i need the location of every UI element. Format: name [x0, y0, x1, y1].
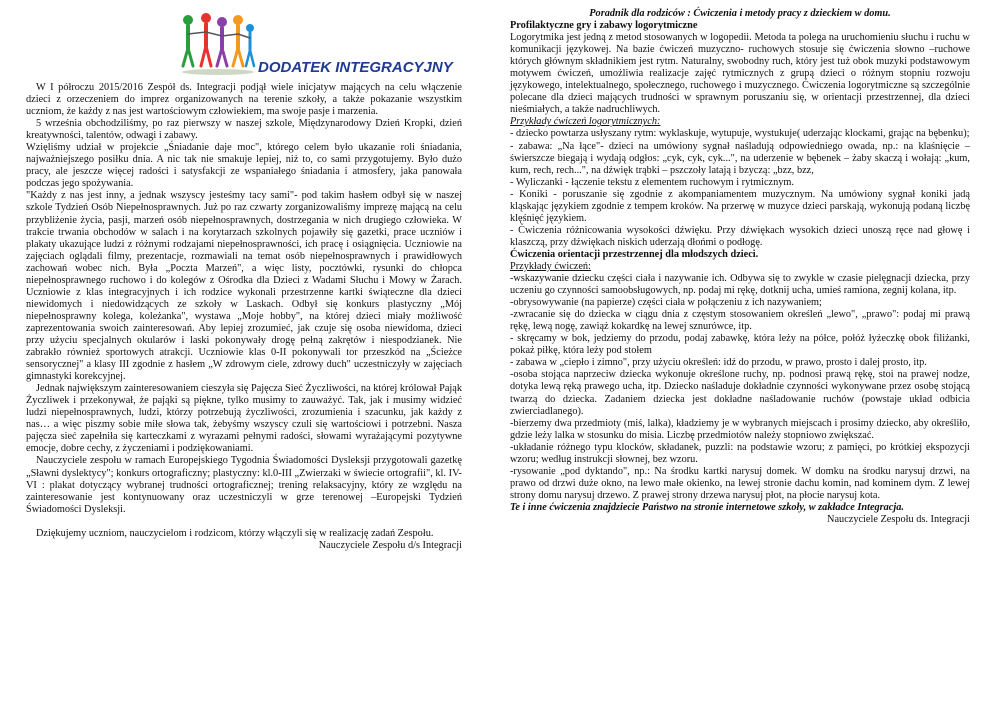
logorhythmics-intro: Logorytmika jest jedną z metod stosowanych w logopedii. Metoda ta polega na uruchomieniu słuchu i ruchu w komunikacji językowej. Na bazie ćwiczeń muzyczno- ruchowych stosuje się ćwiczenia słowno –ruchowe których głównym składnikiem jest rytm. Naturalny, swobodny ruch, który jest tuż obok muzyki podstawowym motywem ćwiczeń, umożliwia realizacje zajęć rytmicznych z grupą dzieci o różnym stopniu rozwoju językowego, intelektualnego, społecznego, ruchowego i muzycznego. Ćwiczenia logorytmiczne są szczególnie polecane dla dzieci mających trudności w sprawnym poruszaniu się, w orientacji przestrzennej, dla dzieci nieśmiałych, a także nadruchliwych. [510, 32, 970, 116]
right-signature: Nauczyciele Zespołu ds. Integracji [827, 513, 970, 525]
list-item: -rysowanie „pod dyktando", np.: Na środku kartki narysuj domek. W domku na środku narysuj drzwi, na prawo od drzwi duże okno, na lewo małe okienko, na lewej stronie dachu komin, nad kominem dym. Z lewej strony domu narysuj drzewo. Z prawej strony drzewa narysuj płot, na płocie narysuj kota. [510, 465, 970, 501]
thanks-paragraph: Dziękujemy uczniom, nauczycielom i rodzicom, którzy włączyli się w realizację zadań Zespołu. [36, 527, 434, 539]
logorhythmics-examples-label: Przykłady ćwiczeń logorytmicznych: [510, 116, 661, 128]
left-signature: Nauczyciele Zespołu d/s Integracji [318, 539, 462, 551]
guide-title: Poradnik dla rodziców : Ćwiczenia i metody pracy z dzieckiem w domu. [589, 8, 891, 19]
right-column [510, 8, 970, 526]
list-item: -osoba stojąca naprzeciw dziecka wykonuje określone ruchy, np. podnosi prawą rękę, stoi na prawej nodze, dotyka lewą ręką prawego ucha, itp. Dziecko naśladuje dokładnie czynności wykonywane przez osobę stojącą twarzą do dziecka. Zadaniem dziecka jest dokładne naśladowanie ruchów (powstaje układ odbicia zwierciadlanego). [510, 369, 970, 417]
list-item: - zabawa: „Na łące"- dzieci na umówiony sygnał naśladują odpowiedniego owada, np.: na klaśnięcie – świerszcze biegają i wydają odgłos: „cyk, cyk, cyk...", na uderzenie w bębenek – żaby skaczą i wołają: „kum, kum, rech, rech...", na dźwięk trąbki – pszczoły latają i bzyczą: „bzz, bzz, [510, 140, 970, 176]
list-item: -zwracanie się do dziecka w ciągu dnia z częstym stosowaniem określeń „lewo", „prawo": podaj mi prawą rękę, lewą nogę, zawiąż kokardkę na lewej sznurówce, itp. [510, 309, 970, 333]
breakfast-paragraph: Wzięliśmy udział w projekcie „Śniadanie daje moc", którego celem było ukazanie roli śniadania, najważniejszego posiłku dnia. A nic tak nie smakuje lepiej, niż to, co sami przygotujemy. Było dużo pracy, ale jeszcze więcej radości i satysfakcji ze wspaniałego śniadania i atmosfery, jaka panowała podczas jego spożywania. [26, 142, 462, 190]
list-item: -układanie różnego typu klocków, składanek, puzzli: na podstawie wzoru; z pamięci, po krótkiej ekspozycji wzoru; według instrukcji słownej, bez wzoru. [510, 441, 970, 465]
list-item: - dziecko powtarza usłyszany rytm: wyklaskuje, wytupuje, wystukuje( uderzając klockami, grając na bębenku); [510, 128, 970, 140]
page-title: DODATEK INTEGRACYJNY [258, 59, 453, 76]
dot-day-paragraph: 5 września obchodziliśmy, po raz pierwszy w naszej szkole, Międzynarodowy Dzień Kropki, dzień kreatywności, talentów, odwagi i zabawy. [26, 118, 462, 142]
list-item: - Wyliczanki - łączenie tekstu z elementem ruchowym i rytmicznym. [510, 176, 794, 188]
list-item: - Koniki - poruszanie się zgodnie z akompaniamentem muzycznym. Na umówiony sygnał koniki jadą kląskając językiem zgodnie z tempem kroków. Na przerwę w muzyce dzieci parskają, wykonują podaną liczbę klęśnięć językiem. [510, 188, 970, 224]
list-item: -bierzemy dwa przedmioty (miś, lalka), kładziemy je w wybranych miejscach i prosimy dziecko, aby określiło, gdzie leży lalka w stosunku do misia. Liczbę przedmiotów należy stopniowo zwiększać. [510, 417, 970, 441]
list-item: -obrysowywanie (na papierze) części ciała w połączeniu z ich nazywaniem; [510, 297, 822, 309]
left-column [26, 8, 462, 552]
children-holding-hands-logo [178, 8, 258, 78]
closing-note: Te i inne ćwiczenia znajdziecie Państwo na stronie internetowe szkoły, w zakładce Integracja. [510, 501, 904, 513]
list-item: - skręcamy w bok, jedziemy do przodu, podaj zabawkę, która leży na półce, połóż łyżeczkę obok filiżanki, pokaż piłkę, która leży pod stołem [510, 333, 970, 357]
dyslexia-week-paragraph: Nauczyciele zespołu w ramach Europejskiego Tygodnia Świadomości Dysleksji przygotowali gazetkę „Sławni dyslektycy"; konkurs ortograficzny; plastyczny: kl.0-III „Zwierzaki w świecie ortografii", kl. IV- VI : plakat dotyczący wybranej trudności ortograficznej; trening relaksacyjny, który ze względu na zainteresowanie jest kontynuowany oraz uczestniczyli w grze terenowej –Europejski Tydzień Świadomości Dysleksji. [26, 455, 462, 515]
disability-week-paragraph: "Każdy z nas jest inny, a jednak wszyscy jesteśmy tacy sami"- pod takim hasłem odbył się w naszej szkole Tydzień Osób Niepełnosprawnych. Już po raz czwarty zorganizowaliśmy imprezę mającą na celu przybliżenie życia, pasji, marzeń osób niepełnosprawnych, dostrzegania w nich drugiego człowieka. W trakcie trwania obchodów w salach i na korytarzach szkolnych pojawiły się gazetki, prace uczniów i plakaty ukazujące ludzi z różnymi rodzajami niepełnosprawności, ich pracę i osiągnięcia. Uczniowie na zajęciach oglądali filmy, prezentacje, rozmawiali na temat osób niepełnosprawnych i prawidłowych zachowań wobec nich. Była „Poczta Marzeń", a więc listy, pocztówki, rysunki do chłopca niepełnosprawnego ruchowo i do kolegów z Ośrodka dla Dzieci z Wadami Słuchu i Mowy w Żarach. Uczniowie z klas integracyjnych i ich rodzice wykonali przestrzenne kartki świąteczne dla dzieci niewidomych i niedowidzących ze szkoły w Laskach. Odbył się konkurs plastyczny „Mój niepełnosprawny kolega, koleżanka", wystawa „Moje hobby", na której dzieci miały możliwość zaprezentowania swoich zainteresowań. Aby lepiej zrozumieć, jak czuje się osoba niewidoma, dzieci przy użyciu specjalnych okularów i laski pokonywały drogę pełną zakrętów i niespodzianek. Nie zabrakło również sportowych atrakcji. Uczniowie klas 0-II pokonywali tor przeszkód na „Ścieżce sensorycznej" a klasy III zgodnie z hasłem „W zdrowym ciele, zdrowy duch" uczestniczyły w zajęciach gimnastyki korekcyjnej. [26, 190, 462, 383]
list-item: - zabawa w „ciepło i zimno", przy użyciu określeń: idź do przodu, w prawo, prosto i dalej prosto, itp. [510, 357, 927, 369]
header-row [26, 8, 462, 82]
logorhythmics-heading: Profilaktyczne gry i zabawy logorytmiczne [510, 20, 698, 32]
list-item: -wskazywanie dziecku części ciała i nazywanie ich. Odbywa się to zwykle w czasie pielęgnacji dziecka, przy uczeniu go czynności samoobsługowych, np. podaj mi rękę, dotknij ucha, umieś ramiona, zegnij kolana, itp. [510, 273, 970, 297]
intro-paragraph: W I półroczu 2015/2016 Zespół ds. Integracji podjął wiele inicjatyw mających na celu włączenie dzieci z orzeczeniem do imprez organizowanych na terenie szkoły, a także pokazanie wszystkim uczniom, że każdy z nas jest wartościowym człowiekiem, ma swoje pasje i marzenia. [26, 82, 462, 118]
list-item: - Ćwiczenia różnicowania wysokości dźwięku. Przy dźwiękach wysokich dzieci unoszą ręce nad głowę i klaszczą, przy dźwiękach niskich uderzają dłońmi o podłogę. [510, 224, 970, 248]
orientation-heading: Ćwiczenia orientacji przestrzennej dla młodszych dzieci. [510, 248, 759, 260]
orientation-examples-label: Przykłady ćwiczeń: [510, 260, 591, 272]
kindness-web-paragraph: Jednak największym zainteresowaniem cieszyła się Pajęcza Sieć Życzliwości, na której królował Pająk Życzliwek i przekonywał, że pająki są piękne, tylko musimy to zauważyć. Tak, jak i musimy widzieć ludzi niepełnosprawnych, ludzi, którzy potrzebują życzliwości, zrozumienia i szacunku, jak każdy z nas… a więc piszmy sobie miłe słowa tak, żebyśmy wszyscy czuli się wartościowi i potrzebni. Nasza pajęcza sieć zapełniła się karteczkami z wyrazami pełnymi radości, słowami wyrażającymi pozytywne emocje, dobre cechy, z życzeniami i podziękowaniami. [26, 383, 462, 455]
